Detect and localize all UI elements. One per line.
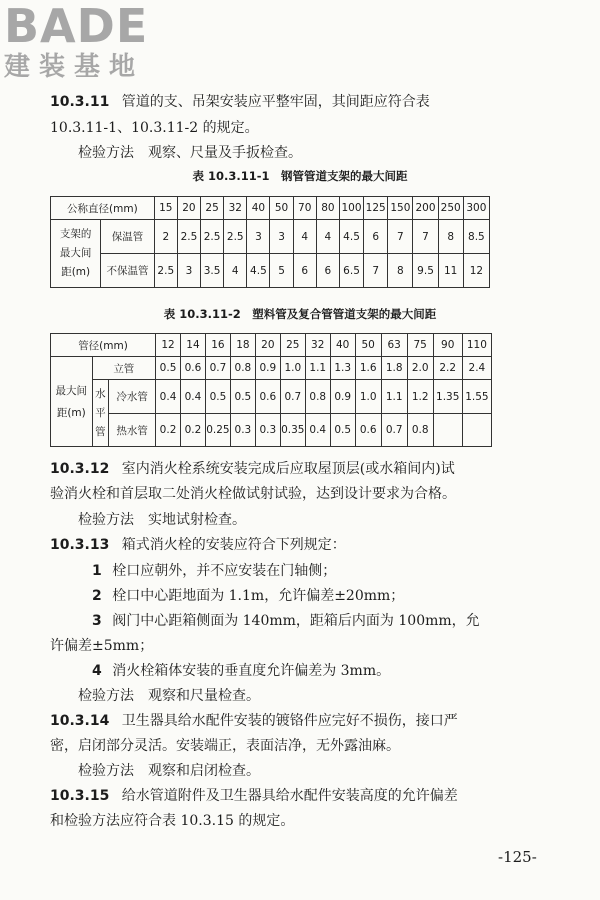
header-cell: 20 xyxy=(177,197,200,220)
clause-10-3-12-line1 xyxy=(50,459,550,479)
table-cell: 0.25 xyxy=(205,414,230,447)
header-cell: 32 xyxy=(305,334,330,357)
table-cell: 0.9 xyxy=(255,357,280,380)
clause-10-3-15-line2: 和检验方法应符合表 10.3.15 的规定。 xyxy=(50,813,295,829)
bade-logo xyxy=(4,2,148,82)
table-cell: 11 xyxy=(438,254,463,288)
row-label: 立管 xyxy=(92,357,155,380)
table-cell: 3 xyxy=(177,254,200,288)
list-item-2 xyxy=(92,586,592,606)
clause-10-3-11-line2: 10.3.11-1、10.3.11-2 的规定。 xyxy=(50,120,259,136)
clause-number: 10.3.13 xyxy=(50,537,110,553)
clause-10-3-12-line2: 验消火栓和首层取二处消火栓做试射试验，达到设计要求为合格。 xyxy=(50,486,456,502)
table-cell: 0.2 xyxy=(181,414,206,447)
clause-number: 10.3.14 xyxy=(50,713,110,729)
clause-10-3-11-method: 检验方法 观察、尺量及手扳检查。 xyxy=(78,145,302,161)
table-cell: 9.5 xyxy=(413,254,438,288)
header-cell: 14 xyxy=(181,334,206,357)
header-cell: 80 xyxy=(316,197,339,220)
header-cell: 12 xyxy=(156,334,181,357)
table-cell: 4 xyxy=(316,220,339,254)
table-cell: 2.5 xyxy=(154,254,177,288)
table-cell: 2.5 xyxy=(177,220,200,254)
clause-number: 10.3.12 xyxy=(50,461,110,477)
header-cell: 150 xyxy=(388,197,413,220)
table-cell: 0.5 xyxy=(205,380,230,414)
table-cell: 0.6 xyxy=(255,380,280,414)
table-header-row xyxy=(51,334,492,357)
header-cell: 18 xyxy=(230,334,255,357)
list-number: 4 xyxy=(92,663,102,679)
clause-number: 10.3.11 xyxy=(50,94,110,110)
table-1-caption: 表 10.3.11-1 钢管管道支架的最大间距 xyxy=(192,169,408,183)
table-2-caption: 表 10.3.11-2 塑料管及复合管管道支架的最大间距 xyxy=(163,307,437,321)
table-cell: 0.3 xyxy=(255,414,280,447)
table-cell: 0.6 xyxy=(355,414,381,447)
header-cell: 50 xyxy=(355,334,381,357)
table-cell: 0.5 xyxy=(230,380,255,414)
header-cell: 250 xyxy=(438,197,463,220)
table-cell: 0.4 xyxy=(181,380,206,414)
clause-10-3-14-line1 xyxy=(50,711,550,731)
table-cell xyxy=(462,414,491,447)
header-cell: 32 xyxy=(224,197,247,220)
table-cell: 2.2 xyxy=(433,357,462,380)
header-cell: 25 xyxy=(280,334,305,357)
table-row xyxy=(51,380,492,414)
header-cell: 200 xyxy=(413,197,438,220)
header-cell: 40 xyxy=(330,334,355,357)
table-cell: 7 xyxy=(413,220,438,254)
vertical-char: 管 xyxy=(95,425,106,438)
row-label: 热水管 xyxy=(109,414,156,447)
list-text: 消火栓箱体安装的垂直度允许偏差为 3mm。 xyxy=(112,663,391,679)
table-cell: 4 xyxy=(293,220,316,254)
table-cell: 1.6 xyxy=(355,357,381,380)
table-cell: 6 xyxy=(316,254,339,288)
table-cell: 7 xyxy=(364,254,388,288)
header-cell: 125 xyxy=(364,197,388,220)
header-label: 公称直径(mm) xyxy=(51,197,155,220)
row-group-line: 最大间 xyxy=(55,384,88,397)
table-row xyxy=(51,414,492,447)
table-cell: 8.5 xyxy=(463,220,489,254)
header-cell: 100 xyxy=(339,197,363,220)
table-cell: 8 xyxy=(438,220,463,254)
table-cell: 1.55 xyxy=(462,380,491,414)
clause-10-3-14-method: 检验方法 观察和启闭检查。 xyxy=(78,763,260,779)
row-group-label xyxy=(51,357,93,447)
table-cell: 0.5 xyxy=(330,414,355,447)
list-text: 阀门中心距箱侧面为 140mm，距箱后内面为 100mm，允 xyxy=(112,613,480,629)
table-cell: 4.5 xyxy=(339,220,363,254)
clause-text: 卫生器具给水配件安装的镀铬件应完好不损伤，接口严 xyxy=(121,713,458,729)
row-group-label xyxy=(51,220,101,288)
clause-10-3-14-line2: 密，启闭部分灵活。安装端正，表面洁净，无外露油麻。 xyxy=(50,738,400,754)
table-cell: 1.0 xyxy=(355,380,381,414)
logo-wordmark: BADE xyxy=(4,0,149,53)
header-cell: 300 xyxy=(463,197,489,220)
table-cell: 4 xyxy=(224,254,247,288)
clause-10-3-13-line1 xyxy=(50,535,550,555)
table-cell: 2.4 xyxy=(462,357,491,380)
header-cell: 75 xyxy=(407,334,433,357)
header-cell: 50 xyxy=(270,197,293,220)
header-cell: 40 xyxy=(247,197,270,220)
table-cell: 0.8 xyxy=(305,380,330,414)
list-item-3 xyxy=(92,611,592,631)
row-group-line: 距(m) xyxy=(61,266,91,278)
table-cell: 0.8 xyxy=(407,414,433,447)
table-cell: 0.4 xyxy=(156,380,181,414)
list-number: 2 xyxy=(92,588,102,604)
row-label: 不保温管 xyxy=(101,254,154,288)
clause-text: 给水管道附件及卫生器具给水配件安装高度的允许偏差 xyxy=(121,788,458,804)
table-cell: 3 xyxy=(247,220,270,254)
row-group-line: 最大间 xyxy=(59,247,92,259)
table-cell: 6.5 xyxy=(339,254,363,288)
table-1-steel-pipe-spacing xyxy=(50,196,490,288)
table-cell: 2.0 xyxy=(407,357,433,380)
table-cell: 0.2 xyxy=(156,414,181,447)
page-number: -125- xyxy=(498,848,537,866)
vertical-char: 平 xyxy=(95,406,106,419)
list-item-3-continued: 许偏差±5mm； xyxy=(50,638,154,654)
header-label: 管径(mm) xyxy=(51,334,156,357)
header-cell: 15 xyxy=(154,197,177,220)
table-row xyxy=(51,220,490,254)
table-cell: 1.8 xyxy=(381,357,407,380)
vertical-char: 水 xyxy=(95,387,106,400)
table-cell: 1.0 xyxy=(280,357,305,380)
logo-chinese: 建装基地 xyxy=(4,52,145,82)
table-cell: 0.3 xyxy=(230,414,255,447)
row-group-line: 距(m) xyxy=(56,406,86,419)
table-cell: 5 xyxy=(270,254,293,288)
row-label: 冷水管 xyxy=(109,380,156,414)
row-group-line: 支架的 xyxy=(59,228,92,240)
table-cell: 0.8 xyxy=(230,357,255,380)
clause-10-3-11-line1 xyxy=(50,92,550,112)
table-cell: 1.1 xyxy=(305,357,330,380)
list-number: 1 xyxy=(92,563,102,579)
table-cell: 0.7 xyxy=(381,414,407,447)
list-item-1 xyxy=(92,561,592,581)
table-header-row xyxy=(51,197,490,220)
header-cell: 63 xyxy=(381,334,407,357)
clause-10-3-12-method: 检验方法 实地试射检查。 xyxy=(78,512,246,528)
table-cell: 4.5 xyxy=(247,254,270,288)
table-cell: 3 xyxy=(270,220,293,254)
table-cell: 0.4 xyxy=(305,414,330,447)
table-cell: 2.5 xyxy=(224,220,247,254)
header-cell: 20 xyxy=(255,334,280,357)
table-row xyxy=(51,254,490,288)
list-number: 3 xyxy=(92,613,102,629)
table-cell: 12 xyxy=(463,254,489,288)
list-text: 栓口中心距地面为 1.1m，允许偏差±20mm； xyxy=(112,588,405,604)
table-cell: 0.6 xyxy=(181,357,206,380)
table-cell: 7 xyxy=(388,220,413,254)
table-cell: 0.7 xyxy=(280,380,305,414)
table-cell: 8 xyxy=(388,254,413,288)
header-cell: 70 xyxy=(293,197,316,220)
list-item-4 xyxy=(92,661,592,681)
clause-text: 管道的支、吊架安装应平整牢固，其间距应符合表 xyxy=(121,94,430,110)
table-cell xyxy=(433,414,462,447)
header-cell: 25 xyxy=(201,197,224,220)
horizontal-pipe-label xyxy=(92,380,109,447)
table-cell: 0.9 xyxy=(330,380,355,414)
list-text: 栓口应朝外，并不应安装在门轴侧； xyxy=(112,563,337,579)
table-cell: 3.5 xyxy=(201,254,224,288)
table-cell: 6 xyxy=(364,220,388,254)
clause-10-3-13-method: 检验方法 观察和尺量检查。 xyxy=(78,688,260,704)
clause-10-3-15-line1 xyxy=(50,786,550,806)
table-row xyxy=(51,357,492,380)
table-cell: 1.2 xyxy=(407,380,433,414)
header-cell: 16 xyxy=(205,334,230,357)
row-label: 保温管 xyxy=(101,220,154,254)
table-cell: 2 xyxy=(154,220,177,254)
table-cell: 0.5 xyxy=(156,357,181,380)
table-cell: 1.3 xyxy=(330,357,355,380)
table-cell: 1.1 xyxy=(381,380,407,414)
table-cell: 0.35 xyxy=(280,414,305,447)
clause-number: 10.3.15 xyxy=(50,788,110,804)
clause-text: 箱式消火栓的安装应符合下列规定： xyxy=(121,537,346,553)
table-cell: 0.7 xyxy=(205,357,230,380)
clause-text: 室内消火栓系统安装完成后应取屋顶层(或水箱间内)试 xyxy=(121,461,455,477)
table-cell: 6 xyxy=(293,254,316,288)
table-cell: 2.5 xyxy=(201,220,224,254)
header-cell: 90 xyxy=(433,334,462,357)
header-cell: 110 xyxy=(462,334,491,357)
table-cell: 1.35 xyxy=(433,380,462,414)
table-2-plastic-pipe-spacing xyxy=(50,333,492,447)
